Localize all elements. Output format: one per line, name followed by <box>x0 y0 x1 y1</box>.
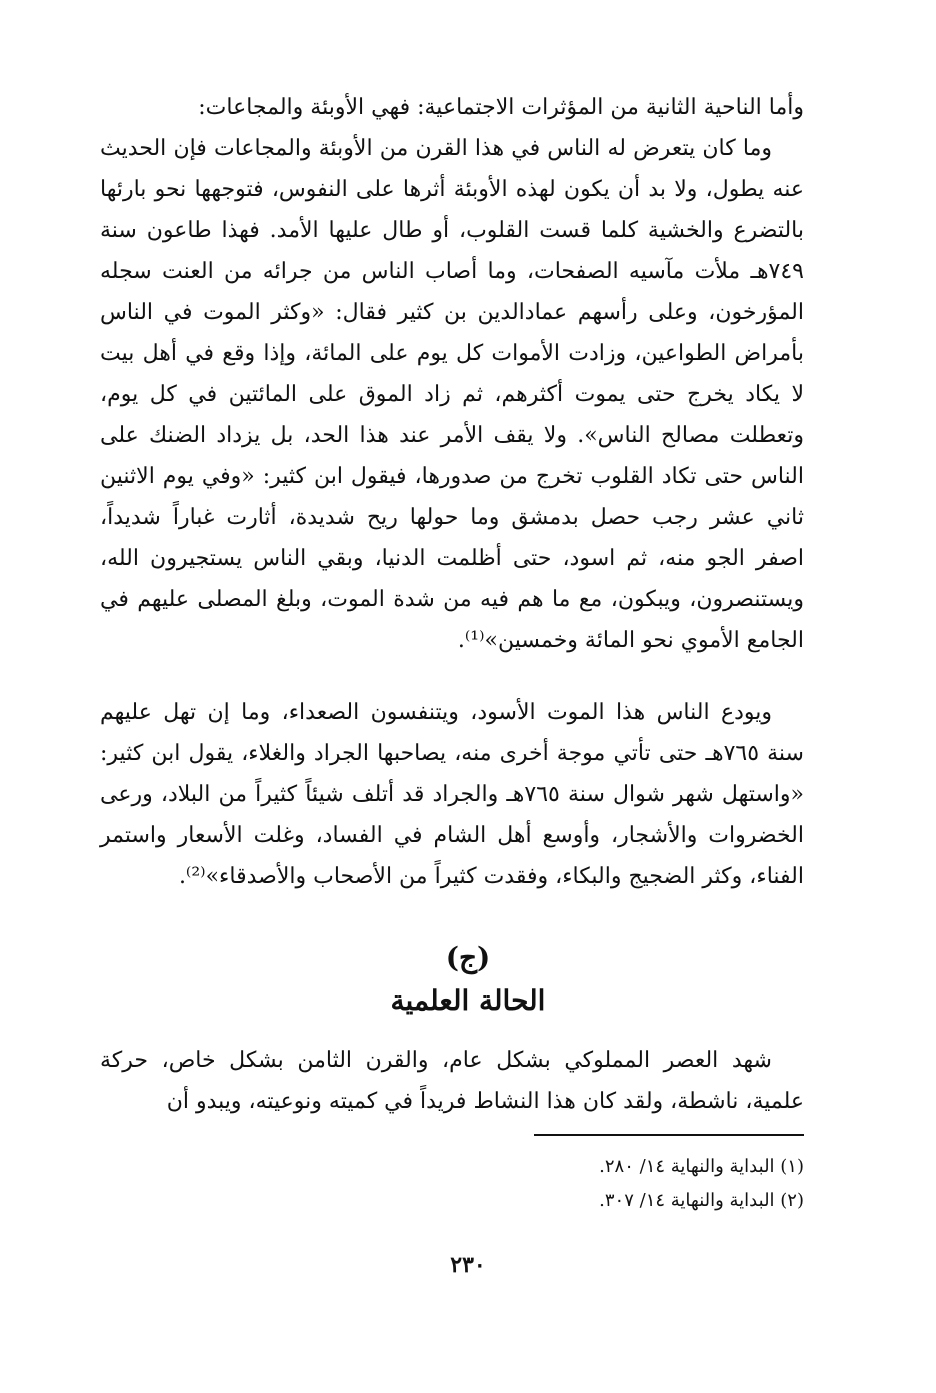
paragraph-locusts <box>100 692 804 897</box>
paragraph-scholarly-state <box>100 1040 804 1122</box>
footnote-divider <box>534 1134 804 1136</box>
footnote-1: (١) البداية والنهاية ١٤/ ٢٨٠. <box>599 1156 804 1177</box>
intro-line: وأما الناحية الثانية من المؤثرات الاجتماعية: فهي الأوبئة والمجاعات: <box>198 95 804 120</box>
paragraph-text: وما كان يتعرض له الناس في هذا القرن من الأوبئة والمجاعات فإن الحديث عنه يطول، ولا بد أن يكون لهذه الأوبئة أثرها على النفوس، فتوجهها نحو بارئها بالتضرع والخشية كلما قست القلوب، أو طال عليها الأمد. فهذا طاعون سنة ٧٤٩هـ ملأت مآسيه الصفحات، وما أصاب الناس من جرائه من العنت سجله المؤرخون، وعلى رأسهم عمادالدين بن كثير فقال: «وكثر الموت في الناس بأمراض الطواعين، وزادت الأموات كل يوم على المائة، وإذا وقع في أهل بيت لا يكاد يخرج حتى يموت أكثرهم، ثم زاد الموق على المائتين في كل يوم، وتعطلت مصالح الناس». ولا يقف الأمر عند هذا الحد، بل يزداد الضنك على الناس حتى تكاد القلوب تخرج من صدورها، فيقول ابن كثير: «وفي يوم الاثنين ثاني عشر رجب حصل بدمشق وما حولها ريح شديدة، أثارت غباراً شديداً، اصفر الجو منه، ثم اسود، حتى أظلمت الدنيا، وبقي الناس يستجيرون الله، ويستنصرون، ويبكون، مع ما هم فيه من شدة الموت، وبلغ المصلى عليهم في الجامع الأموي نحو المائة وخمسين»⁽¹⁾. <box>100 136 804 653</box>
paragraph-text: ويودع الناس هذا الموت الأسود، ويتنفسون الصعداء، وما إن تهل عليهم سنة ٧٦٥هـ حتى تأتي موجة أخرى منه، يصاحبها الجراد والغلاء، يقول ابن كثير: «واستهل شهر شوال سنة ٧٦٥هـ والجراد قد أتلف شيئاً كثيراً من البلاد، ورعى الخضروات والأشجار، وأوسع أهل الشام في الفساد، وغلت الأسعار واستمر الفناء، وكثر الضجيج والبكاء، وفقدت كثيراً من الأصحاب والأصدقاء»⁽²⁾. <box>100 700 804 889</box>
section-letter: (ج) <box>445 941 491 974</box>
page-number: ٢٣٠ <box>450 1252 486 1278</box>
paragraph-text: شهد العصر المملوكي بشكل عام، والقرن الثامن بشكل خاص، حركة علمية، ناشطة، ولقد كان هذا النشاط فريداً في كميته ونوعيته، ويبدو أن <box>100 1048 804 1114</box>
footnote-2: (٢) البداية والنهاية ١٤/ ٣٠٧. <box>599 1190 804 1211</box>
paragraph-epidemics <box>100 128 804 661</box>
section-title: الحالة العلمية <box>390 984 546 1017</box>
footnotes <box>404 1150 804 1218</box>
